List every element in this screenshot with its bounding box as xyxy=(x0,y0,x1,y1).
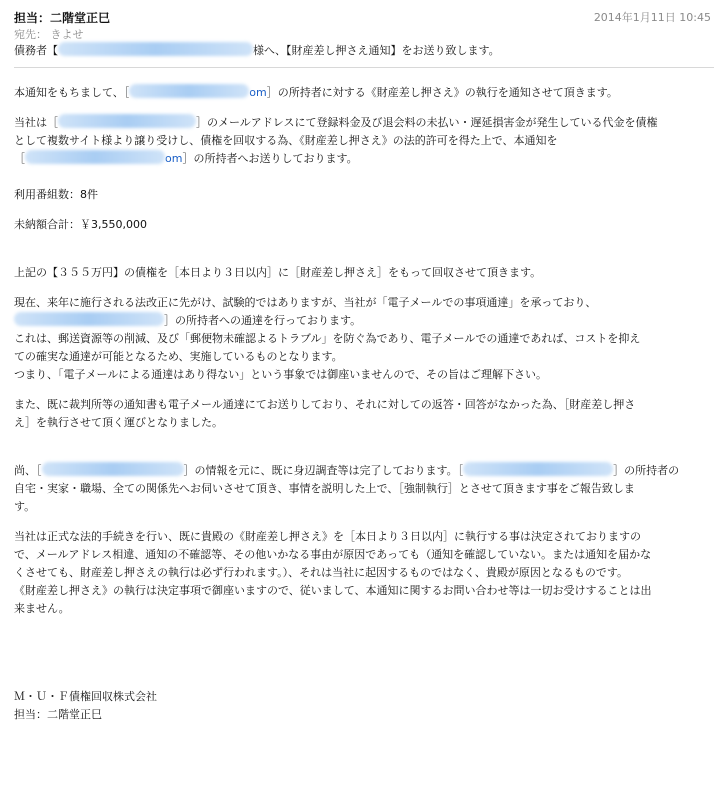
recipient-line: 宛先： きよせ xyxy=(14,28,84,41)
subject-suffix: 様へ、【財産差し押さえ通知】をお送り致します。 xyxy=(253,44,500,57)
usage-count: 利用番組数：8件 xyxy=(14,188,98,201)
paragraph-1 xyxy=(14,84,714,102)
paragraph-5 xyxy=(14,396,714,432)
p6-text-a2: ］の情報を元に、既に身辺調査等は完了しております。［ xyxy=(183,464,464,477)
paragraph-2 xyxy=(14,114,714,168)
redacted-email xyxy=(42,462,184,476)
redacted-email xyxy=(129,84,249,98)
email-date: 2014年1月11日 10:45 xyxy=(593,11,711,24)
p2-text-d: ［ xyxy=(14,152,25,165)
paragraph-3: 上記の【３５５万円】の債権を［本日より３日以内］に［財産差し押さえ］をもって回収させて頂きます。 xyxy=(14,266,542,279)
p6-text-c: す。 xyxy=(14,500,36,513)
redacted-email xyxy=(463,462,613,476)
signature-person: 担当：二階堂正巳 xyxy=(14,708,102,721)
p1-text-a: 本通知をもちまして、［ xyxy=(14,86,130,99)
p5-text-b: え］を執行させて頂く運びとなりました。 xyxy=(14,416,223,429)
p2-text-e: ］の所持者へお送りしております。 xyxy=(182,152,358,165)
email-header xyxy=(0,0,721,62)
p7-text-e: 来ません。 xyxy=(14,602,70,615)
redacted-email xyxy=(14,312,164,326)
email-link-tail[interactable]: om xyxy=(249,86,267,99)
sender-name[interactable]: 担当：二階堂正巳 xyxy=(14,11,111,25)
p4-text-c: これは、郵送資源等の削減、及び「郵便物未確認よるトラブル」を防ぐ為であり、電子メールでの通達であれば、コストを抑え xyxy=(14,332,641,345)
subject-prefix: 債務者【 xyxy=(14,44,58,57)
unpaid-total: 未納額合計：￥3,550,000 xyxy=(14,218,147,231)
p7-text-d: 《財産差し押さえ》の執行は決定事項で御座いますので、従いまして、本通知に関するお問い合わせ等は一切お受けすることは出 xyxy=(14,584,652,597)
p1-text-b: ］の所持者に対する《財産差し押さえ》の執行を通知させて頂きます。 xyxy=(266,86,618,99)
redacted-email xyxy=(58,114,196,128)
p4-text-e: つまり、「電子メールによる通達はあり得ない」という事象では御座いませんので、その旨はご理解下さい。 xyxy=(14,368,548,381)
email-subject xyxy=(14,42,500,58)
p2-text-a: 当社は［ xyxy=(14,116,58,129)
p4-text-d: ての確実な通達が可能となるため、実施しているものとなります。 xyxy=(14,350,343,363)
p6-text-a1: 尚、［ xyxy=(14,464,42,477)
p5-text-a: また、既に裁判所等の通知書も電子メール通達にてお送りしており、それに対しての返答・回答がなかった為、［財産差し押さ xyxy=(14,398,636,411)
p6-text-b: 自宅・実家・職場、全ての関係先へお伺いさせて頂き、事情を説明した上で、［強制執行］とさせて頂きます事をご報告致しま xyxy=(14,482,635,495)
p2-text-b: ］のメールアドレスにて登録料金及び退会料の未払い・遅延損害金が発生している代金を債権 xyxy=(196,116,658,129)
paragraph-6 xyxy=(14,462,714,516)
p7-text-c: くさせても、財産差し押さえの執行は必ず行われます。）、それは当社に起因するものではなく、貴殿が原因となるものです。 xyxy=(14,566,629,579)
p4-text-b: ］の所持者への通達を行っております。 xyxy=(164,314,362,327)
p6-text-a3: ］の所持者の xyxy=(613,464,680,477)
redacted-email xyxy=(25,150,165,164)
header-divider xyxy=(14,67,714,68)
paragraph-7 xyxy=(14,528,714,618)
p7-text-b: で、メールアドレス相違、通知の不確認等、その他いかなる事由が原因であっても（通知を確認していない。または通知を届かな xyxy=(14,548,652,561)
p4-text-a: 現在、来年に施行される法改正に先がけ、試験的ではありますが、当社が「電子メールでの事項通達」を承っており、 xyxy=(14,296,597,309)
email-body xyxy=(14,84,714,724)
p7-text-a: 当社は正式な法的手続きを行い、既に貴殿の《財産差し押さえ》を［本日より３日以内］に執行する事は決定されておりますの xyxy=(14,530,641,543)
redacted-name xyxy=(58,42,253,56)
paragraph-4 xyxy=(14,294,714,384)
p2-text-c: として複数サイト様より譲り受けし、債権を回収する為、《財産差し押さえ》の法的許可を得た上で、本通知を xyxy=(14,134,558,147)
signature-company: Ｍ・Ｕ・Ｆ債権回収株式会社 xyxy=(14,690,157,703)
email-link-tail[interactable]: om xyxy=(165,152,183,165)
